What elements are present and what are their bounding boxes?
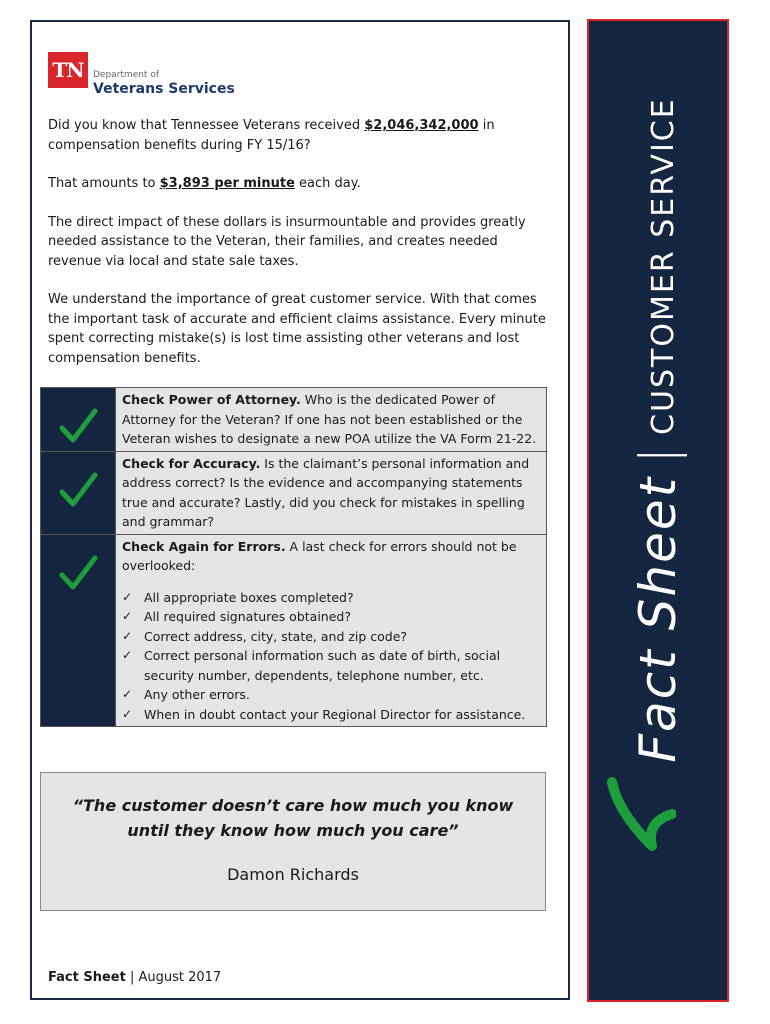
checklist-table xyxy=(40,387,547,727)
checklist-row xyxy=(41,534,547,727)
compensation-amount: $2,046,342,000 xyxy=(364,118,479,133)
quote-author: Damon Richards xyxy=(227,865,359,884)
checkmark-icon xyxy=(58,553,98,593)
tick-icon: ✓ xyxy=(122,589,133,604)
vertical-title xyxy=(629,97,687,762)
footer-separator: | xyxy=(125,970,139,985)
intro-paragraph-4: We understand the importance of great customer service. With that comes the important task of accurate and efficient claims assistance. Every minute spent correcting mistake(s) is lost time assisting other veterans and lost compensation benefits. xyxy=(48,292,546,366)
title-separator: | xyxy=(629,446,687,464)
logo-department: Department of xyxy=(93,70,159,80)
checklist-row xyxy=(41,388,547,452)
checklist-row xyxy=(41,451,547,534)
footer-date: August 2017 xyxy=(138,970,222,985)
tick-icon: ✓ xyxy=(122,687,133,701)
logo-name: Veterans Services xyxy=(93,81,235,97)
tick-icon: ✓ xyxy=(122,628,133,643)
intro-text xyxy=(48,116,548,387)
intro-paragraph-3: The direct impact of these dollars is insurmountable and provides greatly needed assistance to the Veteran, their families, and creates needed revenue via local and state sale taxes. xyxy=(48,214,526,269)
error-checklist xyxy=(122,588,540,725)
logo-mark: TN xyxy=(48,52,88,88)
check-cell xyxy=(41,451,116,534)
tick-icon: ✓ xyxy=(122,648,133,662)
checklist-lead: Check for Accuracy. xyxy=(122,455,261,471)
checkmark-icon xyxy=(58,470,98,510)
checkmark-icon xyxy=(58,406,98,446)
list-item: ✓ All required signatures obtained? xyxy=(122,607,540,627)
quote-box xyxy=(40,772,546,911)
check-cell xyxy=(41,388,116,452)
quote-text: “The customer doesn’t care how much you know until they know how much you care” xyxy=(72,796,514,840)
checklist-text: Check Again for Errors. A last check for errors should not be overlooked: ✓ All appropriate boxes completed? ✓ All required signatures obtained? ✓ Correct address, city, state, and zip code? ✓ Correct personal information such as date of birth, social security number, dependents, telephone number, etc. ✓ Any other errors. ✓ When in doubt contact your Regional Director for assistance. xyxy=(116,534,547,727)
checklist-lead: Check Again for Errors. xyxy=(122,538,286,554)
list-item: ✓ When in doubt contact your Regional Director for assistance. xyxy=(122,705,540,725)
footer xyxy=(48,970,221,985)
list-item: ✓ All appropriate boxes completed? xyxy=(122,588,540,608)
checklist-text: Check Power of Attorney. Who is the dedicated Power of Attorney for the Veteran? If one has not been established or the Veteran wishes to designate a new POA utilize the VA Form 21-22. xyxy=(116,388,547,452)
check-cell xyxy=(41,534,116,727)
checkmark-icon xyxy=(606,772,676,852)
checklist-lead: Check Power of Attorney. xyxy=(122,392,301,407)
list-item: ✓ Correct address, city, state, and zip code? xyxy=(122,627,540,647)
fact-sheet-title: Fact Sheet xyxy=(629,475,687,763)
footer-label: Fact Sheet xyxy=(48,970,126,985)
tick-icon: ✓ xyxy=(122,609,133,623)
customer-service-title: CUSTOMER SERVICE xyxy=(646,97,681,435)
per-minute-amount: $3,893 per minute xyxy=(159,176,295,191)
list-item: ✓ Correct personal information such as date of birth, social security number, dependents, telephone number, etc. xyxy=(122,648,501,683)
intro-paragraph-1: Did you know that Tennessee Veterans received $2,046,342,000 in compensation benefits during FY 15/16? xyxy=(48,118,495,153)
list-item: ✓ Any other errors. xyxy=(122,685,540,705)
checklist-text: Check for Accuracy. Is the claimant’s personal information and address correct? Is the evidence and accompanying statements true and accurate? Lastly, did you check for mistakes in spelling and grammar? xyxy=(116,451,547,534)
intro-paragraph-2: That amounts to $3,893 per minute each day. xyxy=(48,176,361,191)
tick-icon: ✓ xyxy=(122,706,133,721)
